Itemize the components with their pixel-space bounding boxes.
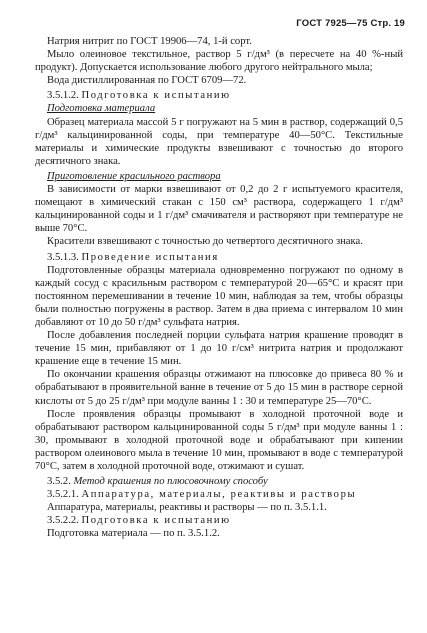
section-number: 3.5.1.3. [47, 251, 79, 263]
paragraph: После проявления образцы промывают в холодной проточной воде и обрабатывают раствором кальцинированной соды 5 г/дм³ при модуле ванны 1 : 30, промывают в холодной проточной воде и обрабатывают при кипении раствором олеинового мыла в течение 10 мин, промывают в воде с температурой 70°С, затем в холодной проточной воде, отжимают и сушат. [35, 408, 403, 472]
section-heading [35, 251, 403, 264]
section-number: 3.5.2. [47, 476, 71, 488]
document-body [35, 35, 403, 541]
standard-number: ГОСТ 7925—75 [296, 18, 368, 29]
section-heading [35, 89, 403, 102]
paragraph: Подготовленные образцы материала одновременно погружают по одному в каждый сосуд с красильным раствором с температурой 20—65°С и красят при постоянном перемешивании в течение 10 мин, наблюдая за тем, чтобы образцы были полностью погружены в раствор. Затем в два приема с интервалом 10 мин добавляют от 10 до 50 г/дм³ сульфата натрия. [35, 264, 403, 328]
paragraph: Красители взвешивают с точностью до четвертого десятичного знака. [47, 236, 363, 248]
subsection-heading: Подготовка материала [47, 103, 156, 115]
page-header [296, 18, 405, 29]
paragraph: Мыло олеиновое текстильное, раствор 5 г/дм³ (в пересчете на 40 %-ный продукт). Допускается использование любого другого нейтрального мыла; [35, 49, 403, 74]
section-title: Подготовка к испытанию [81, 90, 231, 102]
section-heading [35, 514, 403, 527]
section-heading [35, 475, 403, 488]
section-title: Метод крашения по плюсовочному способу [73, 476, 268, 488]
section-number: 3.5.2.2. [47, 515, 79, 527]
section-title: Подготовка к испытанию [81, 515, 231, 527]
paragraph: В зависимости от марки взвешивают от 0,2 до 2 г испытуемого красителя, помещают в химический стакан с 150 см³ раствора, содержащего 1 г/дм³ кальцинированной соды и 1 г/дм³ смачивателя и растворяют при температуре не выше 70°С. [35, 184, 403, 235]
subsection-heading: Приготовление красильного раствора [47, 170, 221, 182]
paragraph: Натрия нитрит по ГОСТ 19906—74, 1-й сорт. [47, 36, 252, 47]
section-title: Аппаратура, материалы, реактивы и растворы [81, 489, 357, 501]
paragraph: Образец материала массой 5 г погружают на 5 мин в раствор, содержащий 0,5 г/дм³ кальцинированной соды, при температуре 40—50°С. Текстильные материалы и химические продукты взвешивают с точностью до второго десятичного знака. [35, 116, 403, 167]
section-heading [35, 488, 403, 501]
paragraph: После добавления последней порции сульфата натрия крашение проводят в течение 15 мин, прибавляют от 1 до 10 г/см³ нитрита натрия и продолжают крашение еще в течение 15 мин. [35, 330, 403, 368]
paragraph: Подготовка материала — по п. 3.5.1.2. [47, 528, 220, 540]
paragraph: Вода дистиллированная по ГОСТ 6709—72. [47, 75, 247, 87]
section-number: 3.5.2.1. [47, 489, 79, 501]
paragraph: Аппаратура, материалы, реактивы и растворы — по п. 3.5.1.1. [47, 502, 327, 514]
paragraph: По окончании крашения образцы отжимают на плюсовке до привеса 80 % и обрабатывают в проявительной ванне в течение от 5 до 15 мин в растворе серной кислоты от 5 до 25 г/дм³ при модуле ванны 1 : 30 и температуре 25—70°С. [35, 369, 403, 407]
page-number: Стр. 19 [370, 18, 405, 29]
section-title: Проведение испытания [81, 251, 219, 263]
section-number: 3.5.1.2. [47, 90, 79, 102]
